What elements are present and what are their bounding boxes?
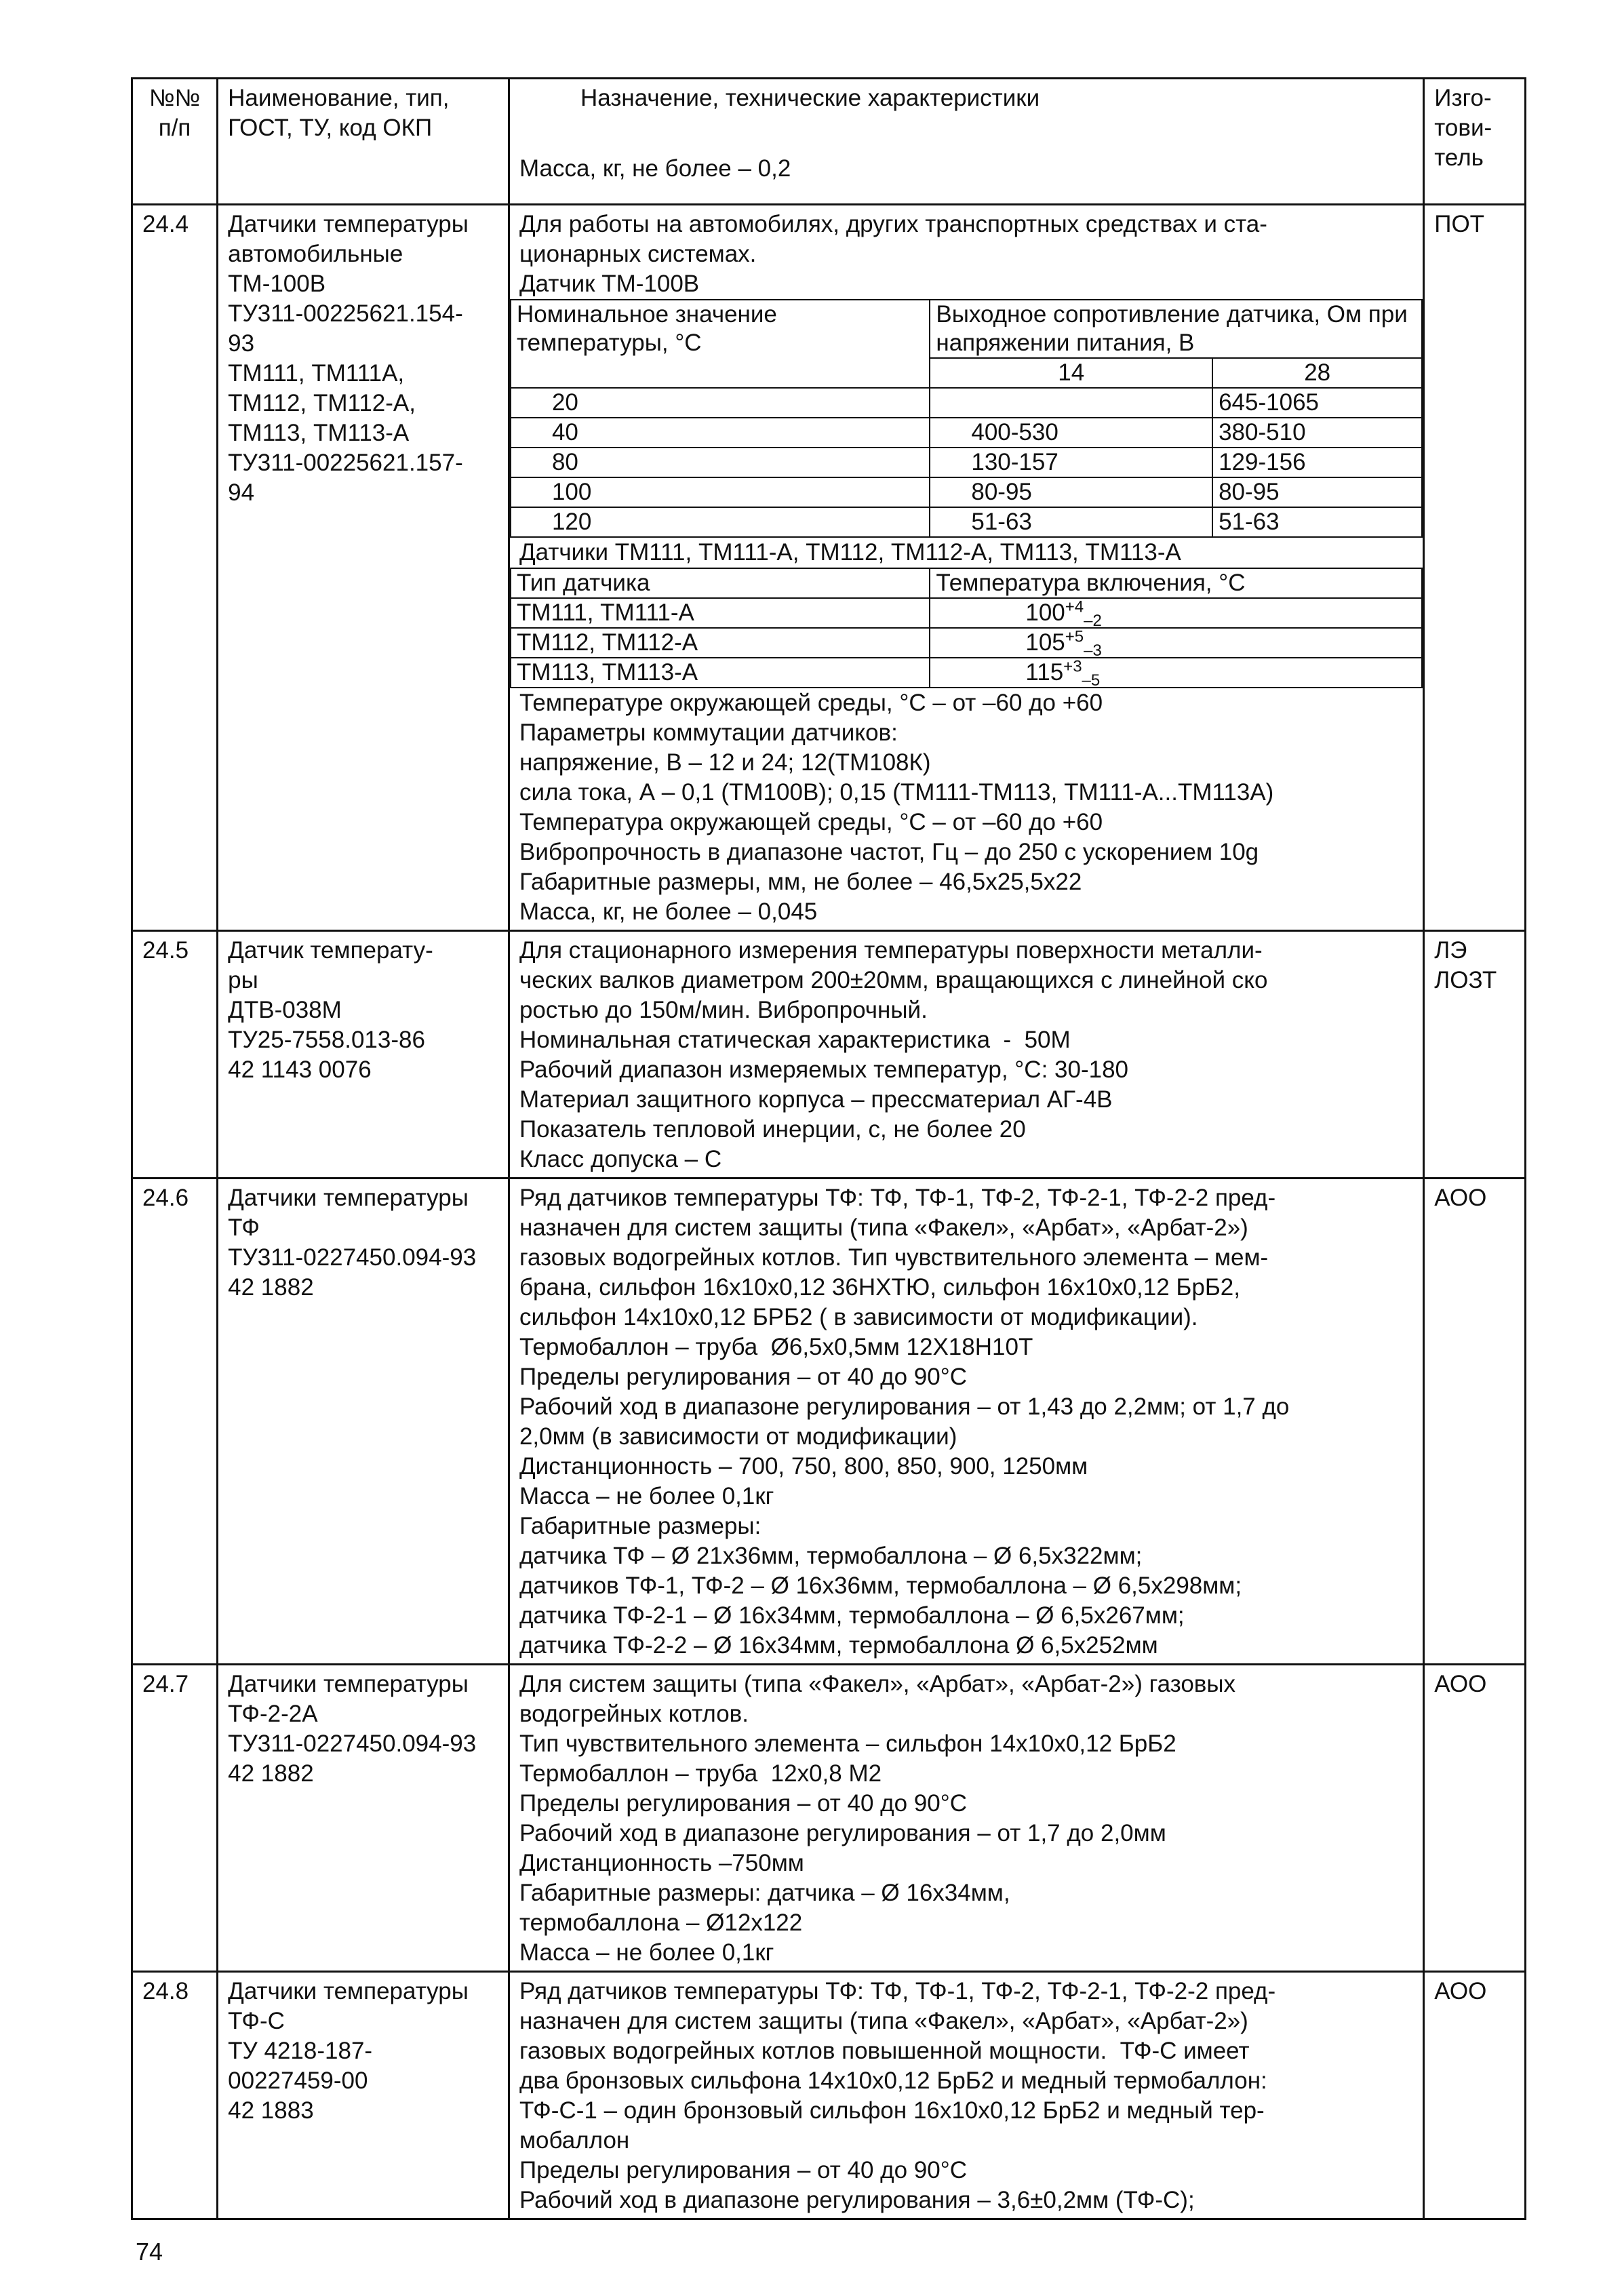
header-desc-title: Назначение, технические характеристики xyxy=(580,85,1040,111)
row-mfr: АОО xyxy=(1424,1665,1526,1972)
row-name-line: Датчики температуры xyxy=(228,211,469,237)
desc-line: термобаллона – Ø12x122 xyxy=(519,1909,803,1936)
row-num: 24.4 xyxy=(132,205,218,931)
desc-line: Материал защитного корпуса – прессматериал АГ-4В xyxy=(519,1086,1113,1113)
desc-line: Для систем защиты (типа «Факел», «Арбат», «Арбат-2») газовых xyxy=(519,1671,1236,1697)
switch-sensors-title: Датчики ТМ111, ТМ111-А, ТМ112, ТМ112-А, ТМ113, ТМ113-А xyxy=(519,539,1181,566)
header-desc-cell xyxy=(509,79,1423,205)
sensor-type-cell: ТМ112, ТМ112-А xyxy=(511,628,930,658)
row-mfr: АОО xyxy=(1424,1972,1526,2219)
row-name-line: Датчики температуры xyxy=(228,1671,469,1697)
resistance-header-output: Выходное сопротивление датчика, Ом при напряжении питания, В xyxy=(930,300,1422,358)
row-mfr-line: ЛОЗТ xyxy=(1434,967,1497,993)
desc-line: Температуре окружающей среды, °С – от –60 до +60 xyxy=(519,690,1103,716)
switch-header-type: Тип датчика xyxy=(511,568,930,598)
desc-line: Пределы регулирования – от 40 до 90°С xyxy=(519,1790,967,1817)
r14-cell: 400-530 xyxy=(930,418,1212,448)
row-name-line: Датчики температуры xyxy=(228,1185,469,1211)
switch-temp-cell xyxy=(930,628,1422,658)
row-name-line: 93 xyxy=(228,330,255,357)
desc-line: Дистанционность –750мм xyxy=(519,1850,804,1876)
page-number: 74 xyxy=(136,2238,163,2265)
switch-table-header xyxy=(511,568,1422,598)
desc-line: датчика ТФ-2-1 – Ø 16x34мм, термобаллона – Ø 6,5x267мм; xyxy=(519,1602,1185,1629)
desc-line: водогрейных котлов. xyxy=(519,1701,749,1727)
header-mfr-line1: Изго- xyxy=(1434,85,1492,111)
row-desc-cell xyxy=(509,205,1423,931)
table-row xyxy=(511,448,1422,477)
switch-temp-up: +5 xyxy=(1065,627,1084,646)
switch-temp-up: +3 xyxy=(1063,657,1082,676)
row-name-line: ДТВ-038М xyxy=(228,997,342,1023)
row-name-line: ТУ311-00225621.157- xyxy=(228,450,463,476)
desc-line: ростью до 150м/мин. Вибропрочный. xyxy=(519,997,928,1023)
desc-line: Масса – не более 0,1кг xyxy=(519,1939,774,1966)
row-name-line: ТФ xyxy=(228,1214,260,1241)
row-name-line: 00227459-00 xyxy=(228,2067,368,2094)
row-name-line: ТУ 4218-187- xyxy=(228,2038,373,2064)
desc-line: сильфон 14x10x0,12 БРБ2 ( в зависимости от модификации). xyxy=(519,1304,1198,1330)
row-mfr-cell xyxy=(1424,931,1526,1179)
desc-line: ТФ-С-1 – один бронзовый сильфон 16x10x0,12 БрБ2 и медный тер- xyxy=(519,2097,1265,2124)
row-name-cell xyxy=(218,931,509,1179)
switch-temp-cell xyxy=(930,658,1422,688)
row-name-line: ТМ112, ТМ112-А, xyxy=(228,390,416,416)
header-mass-carryover: Масса, кг, не более – 0,2 xyxy=(519,155,791,182)
desc-line: Рабочий диапазон измеряемых температур, °С: 30-180 xyxy=(519,1056,1129,1083)
desc-line: Класс допуска – С xyxy=(519,1146,722,1172)
switch-temp-table xyxy=(510,568,1423,688)
header-num-line1: №№ xyxy=(149,85,201,111)
temp-cell: 100 xyxy=(511,477,930,507)
switch-header-temp: Температура включения, °С xyxy=(930,568,1422,598)
row-name-line: 94 xyxy=(228,479,255,506)
temp-cell: 80 xyxy=(511,448,930,477)
row-desc-cell xyxy=(509,931,1423,1179)
desc-line: Масса – не более 0,1кг xyxy=(519,1483,774,1509)
row-name-line: ТМ113, ТМ113-А xyxy=(228,420,410,446)
desc-line: Пределы регулирования – от 40 до 90°С xyxy=(519,2157,967,2183)
desc-line: Температура окружающей среды, °С – от –60 до +60 xyxy=(519,809,1103,835)
row-name-cell xyxy=(218,1665,509,1972)
row-name-line: ТМ-100В xyxy=(228,271,326,297)
desc-line: Термобаллон – труба Ø6,5x0,5мм 12Х18Н10Т xyxy=(519,1334,1033,1360)
desc-line: назначен для систем защиты (типа «Факел», «Арбат», «Арбат-2») xyxy=(519,2008,1248,2034)
desc-line: сила тока, А – 0,1 (ТМ100В); 0,15 (ТМ111-ТМ113, ТМ111-А...ТМ113А) xyxy=(519,779,1274,806)
desc-line: Для стационарного измерения температуры поверхности металли- xyxy=(519,937,1263,964)
row-name-line: Датчик температу- xyxy=(228,937,433,964)
row-name-line: Датчики температуры xyxy=(228,1978,469,2004)
resistance-table-header xyxy=(511,300,1422,358)
desc-line: Габаритные размеры, мм, не более – 46,5x25,5x22 xyxy=(519,869,1082,895)
r14-cell: 51-63 xyxy=(930,507,1212,537)
desc-line: газовых водогрейных котлов повышенной мощности. ТФ-С имеет xyxy=(519,2038,1250,2064)
desc-line: Рабочий ход в диапазоне регулирования – 3,6±0,2мм (ТФ-С); xyxy=(519,2187,1195,2213)
row-num: 24.6 xyxy=(132,1179,218,1665)
desc-line: датчика ТФ – Ø 21x36мм, термобаллона – Ø 6,5x322мм; xyxy=(519,1543,1143,1569)
desc-line: Для работы на автомобилях, других транспортных средствах и ста- xyxy=(519,211,1267,237)
desc-line: Масса, кг, не более – 0,045 xyxy=(519,898,818,925)
voltage-14: 14 xyxy=(930,358,1212,388)
table-row xyxy=(511,477,1422,507)
row-name-line: ТУ311-0227450.094-93 xyxy=(228,1730,477,1757)
desc-line: Пределы регулирования – от 40 до 90°С xyxy=(519,1364,967,1390)
row-name-cell xyxy=(218,205,509,931)
desc-line: Показатель тепловой инерции, с, не более 20 xyxy=(519,1116,1026,1143)
sensor-type-cell: ТМ113, ТМ113-А xyxy=(511,658,930,688)
temp-cell: 120 xyxy=(511,507,930,537)
sensor-type-cell: ТМ111, ТМ111-А xyxy=(511,598,930,628)
row-name-line: ТФ-С xyxy=(228,2008,285,2034)
desc-line: газовых водогрейных котлов. Тип чувствительного элемента – мем- xyxy=(519,1244,1269,1271)
switch-temp-up: +4 xyxy=(1065,597,1084,616)
row-num: 24.8 xyxy=(132,1972,218,2219)
desc-line: Ряд датчиков температуры ТФ: ТФ, ТФ-1, ТФ-2, ТФ-2-1, ТФ-2-2 пред- xyxy=(519,1185,1276,1211)
row-name-line: 42 1882 xyxy=(228,1760,314,1787)
row-name-line: ТФ-2-2А xyxy=(228,1701,318,1727)
header-num-cell xyxy=(132,79,218,205)
desc-line: мобаллон xyxy=(519,2127,630,2154)
row-name-line: ры xyxy=(228,967,258,993)
desc-line: ческих валков диаметром 200±20мм, вращающихся с линейной ско xyxy=(519,967,1268,993)
resistance-header-temp: Номинальное значение температуры, °С xyxy=(511,300,930,388)
desc-line: назначен для систем защиты (типа «Факел», «Арбат», «Арбат-2») xyxy=(519,1214,1248,1241)
row-name-line: ТУ311-0227450.094-93 xyxy=(228,1244,477,1271)
r28-cell: 645-1065 xyxy=(1212,388,1422,418)
r14-cell: 80-95 xyxy=(930,477,1212,507)
switch-temp-base: 100 xyxy=(1025,599,1065,626)
table-row xyxy=(511,418,1422,448)
resistance-table xyxy=(510,299,1423,538)
temp-cell: 40 xyxy=(511,418,930,448)
r28-cell: 380-510 xyxy=(1212,418,1422,448)
r28-cell: 129-156 xyxy=(1212,448,1422,477)
desc-line: Габаритные размеры: датчика – Ø 16x34мм, xyxy=(519,1880,1010,1906)
desc-line: Дистанционность – 700, 750, 800, 850, 900, 1250мм xyxy=(519,1453,1088,1480)
desc-line: Датчик ТМ-100В xyxy=(519,271,700,297)
switch-temp-down: –5 xyxy=(1082,671,1101,690)
desc-line: напряжение, В – 12 и 24; 12(ТМ108К) xyxy=(519,749,931,776)
row-name-line: ТУ25-7558.013-86 xyxy=(228,1027,425,1053)
table-row xyxy=(511,658,1422,688)
row-name-line: 42 1883 xyxy=(228,2097,314,2124)
r28-cell: 80-95 xyxy=(1212,477,1422,507)
row-name-line: 42 1882 xyxy=(228,1274,314,1301)
table-row-24-5 xyxy=(132,931,1526,1179)
table-row-24-6 xyxy=(132,1179,1526,1665)
desc-line: Ряд датчиков температуры ТФ: ТФ, ТФ-1, ТФ-2, ТФ-2-1, ТФ-2-2 пред- xyxy=(519,1978,1276,2004)
desc-line: Рабочий ход в диапазоне регулирования – от 1,43 до 2,2мм; от 1,7 до xyxy=(519,1393,1290,1420)
desc-line: 2,0мм (в зависимости от модификации) xyxy=(519,1423,957,1450)
table-row-24-7 xyxy=(132,1665,1526,1972)
row-num: 24.5 xyxy=(132,931,218,1179)
desc-line: брана, сильфон 16x10x0,12 36НХТЮ, сильфон 16x10x0,12 БрБ2, xyxy=(519,1274,1240,1301)
row-name-cell xyxy=(218,1972,509,2219)
row-desc-cell xyxy=(509,1179,1423,1665)
row-name-line: автомобильные xyxy=(228,241,403,267)
header-mfr-line3: тель xyxy=(1434,144,1484,171)
table-row-24-4 xyxy=(132,205,1526,931)
desc-line: Тип чувствительного элемента – сильфон 14x10x0,12 БрБ2 xyxy=(519,1730,1176,1757)
desc-line: Вибропрочность в диапазоне частот, Гц – до 250 с ускорением 10g xyxy=(519,839,1259,865)
desc-line: датчика ТФ-2-2 – Ø 16x34мм, термобаллона Ø 6,5x252мм xyxy=(519,1632,1158,1659)
row-name-line: ТУ311-00225621.154- xyxy=(228,300,463,327)
header-mfr-cell xyxy=(1424,79,1526,205)
header-name-cell xyxy=(218,79,509,205)
temp-cell: 20 xyxy=(511,388,930,418)
desc-line: два бронзовых сильфона 14x10x0,12 БрБ2 и медный термобаллон: xyxy=(519,2067,1267,2094)
table-row xyxy=(511,388,1422,418)
header-num-line2: п/п xyxy=(158,115,191,141)
row-num: 24.7 xyxy=(132,1665,218,1972)
switch-temp-down: –3 xyxy=(1084,641,1102,660)
switch-temp-base: 115 xyxy=(1025,659,1064,686)
header-mfr-line2: тови- xyxy=(1434,115,1492,141)
header-name-line1: Наименование, тип, xyxy=(228,85,450,111)
switch-temp-down: –2 xyxy=(1084,612,1102,630)
desc-line: Рабочий ход в диапазоне регулирования – от 1,7 до 2,0мм xyxy=(519,1820,1166,1846)
desc-line: Номинальная статическая характеристика - 50М xyxy=(519,1027,1071,1053)
row-name-cell xyxy=(218,1179,509,1665)
sensor-catalog-table xyxy=(131,77,1526,2220)
row-name-line: 42 1143 0076 xyxy=(228,1056,372,1083)
r14-cell xyxy=(930,388,1212,418)
voltage-28: 28 xyxy=(1212,358,1422,388)
r28-cell: 51-63 xyxy=(1212,507,1422,537)
desc-line: Параметры коммутации датчиков: xyxy=(519,719,898,746)
row-mfr: АОО xyxy=(1424,1179,1526,1665)
switch-temp-base: 105 xyxy=(1025,629,1065,656)
switch-temp-cell xyxy=(930,598,1422,628)
table-row xyxy=(511,628,1422,658)
row-desc-cell xyxy=(509,1665,1423,1972)
table-row xyxy=(511,598,1422,628)
row-mfr: ПОТ xyxy=(1424,205,1526,931)
desc-line: Термобаллон – труба 12x0,8 М2 xyxy=(519,1760,882,1787)
r14-cell: 130-157 xyxy=(930,448,1212,477)
table-row xyxy=(511,507,1422,537)
header-name-line2: ГОСТ, ТУ, код ОКП xyxy=(228,115,433,141)
table-header-row xyxy=(132,79,1526,205)
desc-line: Габаритные размеры: xyxy=(519,1513,761,1539)
table-row-24-8 xyxy=(132,1972,1526,2219)
desc-line: ционарных системах. xyxy=(519,241,757,267)
desc-line: датчиков ТФ-1, ТФ-2 – Ø 16x36мм, термобаллона – Ø 6,5x298мм; xyxy=(519,1572,1242,1599)
row-name-line: ТМ111, ТМ111А, xyxy=(228,360,405,387)
row-mfr-line: ЛЭ xyxy=(1434,937,1467,964)
row-desc-cell xyxy=(509,1972,1423,2219)
